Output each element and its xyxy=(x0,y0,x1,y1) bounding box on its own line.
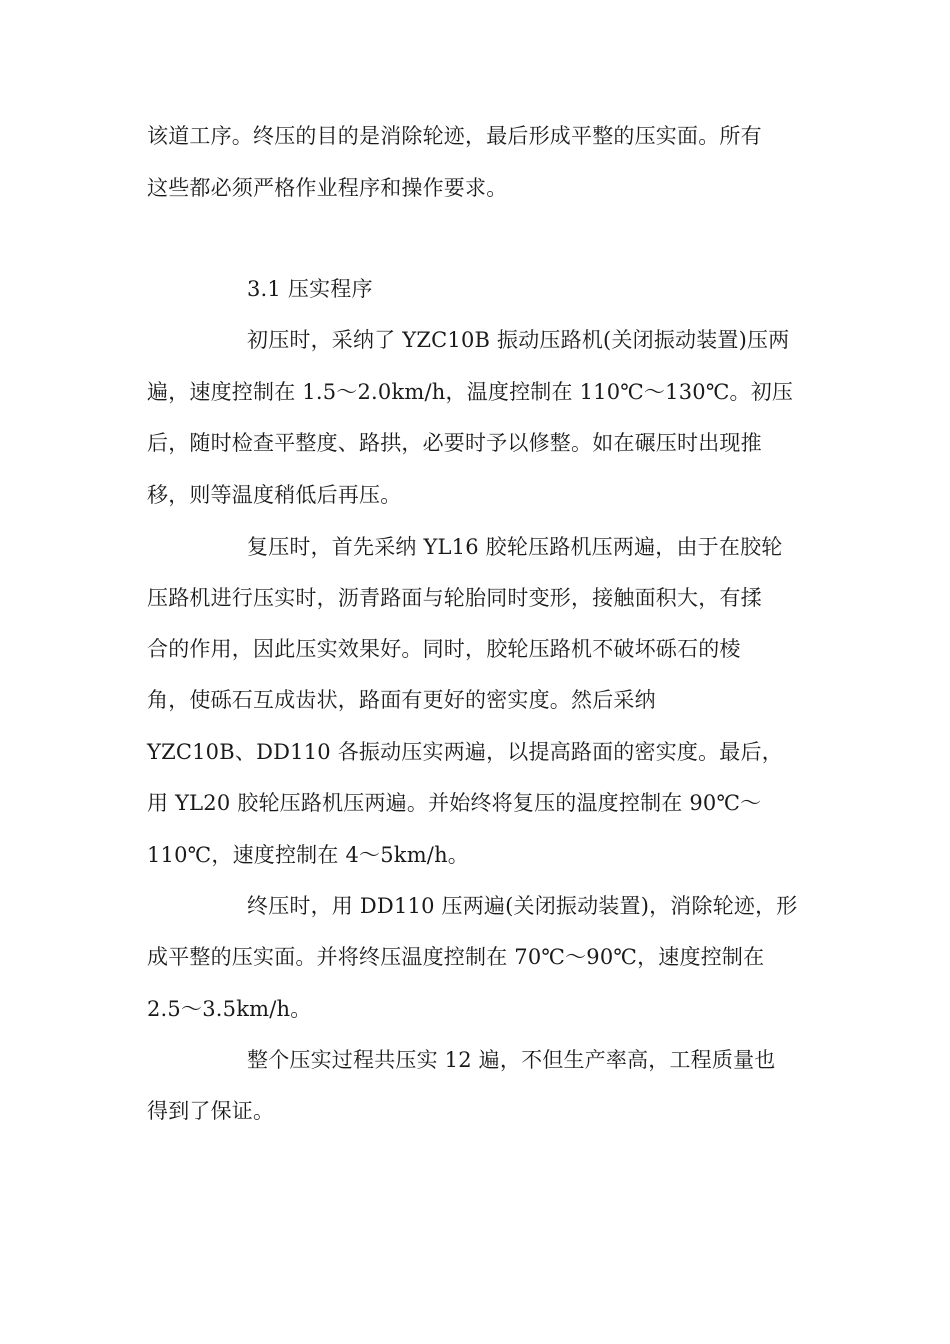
initial-compaction-line-3: 后，随时检查平整度、路拱，必要时予以修整。如在碾压时出现推 xyxy=(147,431,762,455)
re-compaction-line-4: 角，使砾石互成齿状，路面有更好的密实度。然后采纳 xyxy=(147,688,656,712)
initial-compaction-line-1: 初压时，采纳了 YZC10B 振动压路机(关闭振动装置)压两 xyxy=(247,328,790,352)
re-compaction-line-7: 110℃，速度控制在 4～5km/h。 xyxy=(147,843,470,867)
final-compaction-line-2: 成平整的压实面。并将终压温度控制在 70℃～90℃，速度控制在 xyxy=(147,945,765,969)
final-compaction-line-3: 2.5～3.5km/h。 xyxy=(147,997,312,1021)
re-compaction-line-6: 用 YL20 胶轮压路机压两遍。并始终将复压的温度控制在 90℃～ xyxy=(147,791,762,815)
re-compaction-line-2: 压路机进行压实时，沥青路面与轮胎同时变形，接触面积大，有揉 xyxy=(147,586,762,610)
re-compaction-line-3: 合的作用，因此压实效果好。同时，胶轮压路机不破坏砾石的棱 xyxy=(147,637,741,661)
re-compaction-line-1: 复压时，首先采纳 YL16 胶轮压路机压两遍，由于在胶轮 xyxy=(247,535,783,559)
initial-compaction-line-4: 移，则等温度稍低后再压。 xyxy=(147,483,402,507)
intro-line-1: 该道工序。终压的目的是消除轮迹，最后形成平整的压实面。所有 xyxy=(147,124,762,148)
re-compaction-line-5: YZC10B、DD110 各振动压实两遍，以提高路面的密实度。最后， xyxy=(147,740,783,764)
summary-line-1: 整个压实过程共压实 12 遍，不但生产率高，工程质量也 xyxy=(247,1048,776,1072)
final-compaction-line-1: 终压时，用 DD110 压两遍(关闭振动装置)，消除轮迹，形 xyxy=(247,894,798,918)
intro-line-2: 这些都必须严格作业程序和操作要求。 xyxy=(147,176,508,200)
section-heading: 3.1 压实程序 xyxy=(247,277,373,301)
initial-compaction-line-2: 遍，速度控制在 1.5～2.0km/h，温度控制在 110℃～130℃。初压 xyxy=(147,380,794,404)
summary-line-2: 得到了保证。 xyxy=(147,1099,275,1123)
